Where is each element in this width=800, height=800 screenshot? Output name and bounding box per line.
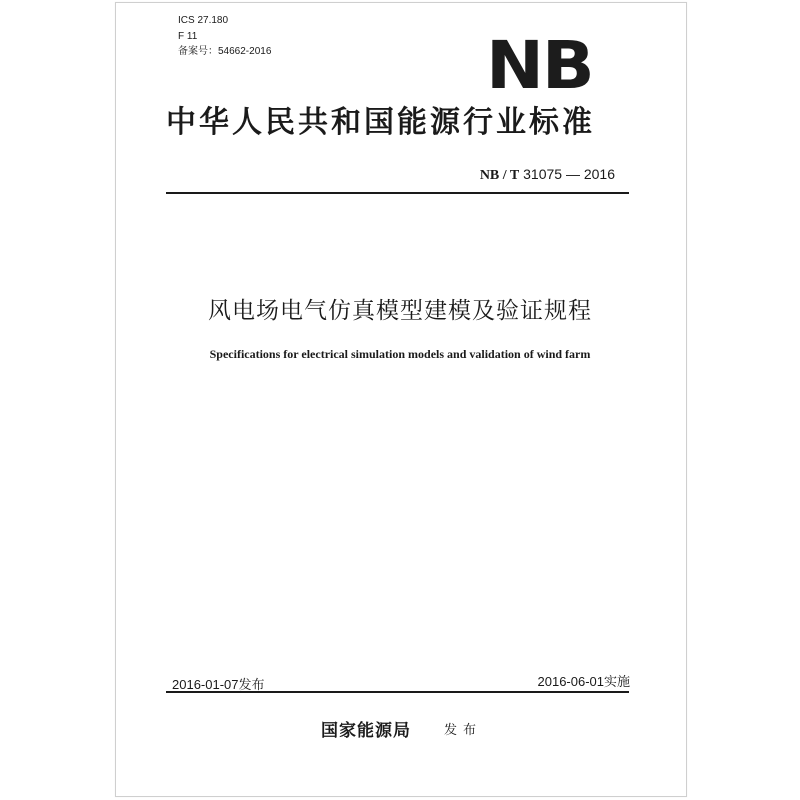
implementation-date: 2016-06-01实施 [537,674,630,689]
standard-number [480,166,615,184]
publisher-name: 国家能源局 [321,721,411,741]
nb-logo: NB [486,27,593,104]
document-title-english: Specifications for electrical simulation models and validation of wind farm [209,347,591,361]
top-divider [166,192,629,194]
bottom-divider [166,691,629,693]
record-number: 备案号：54662-2016 [178,46,272,57]
publish-label: 发布 [444,723,483,738]
document-title-chinese: 风电场电气仿真模型建模及验证规程 [208,298,592,324]
issue-date: 2016-01-07发布 [172,677,265,692]
standard-number-prefix: NB / T [479,168,520,183]
category-code: F 11 [178,31,198,42]
ics-code: ICS 27.180 [178,15,229,26]
standard-type-title: 中华人民共和国能源行业标准 [166,105,595,140]
standard-number-value: 31075 — 2016 [519,166,615,182]
